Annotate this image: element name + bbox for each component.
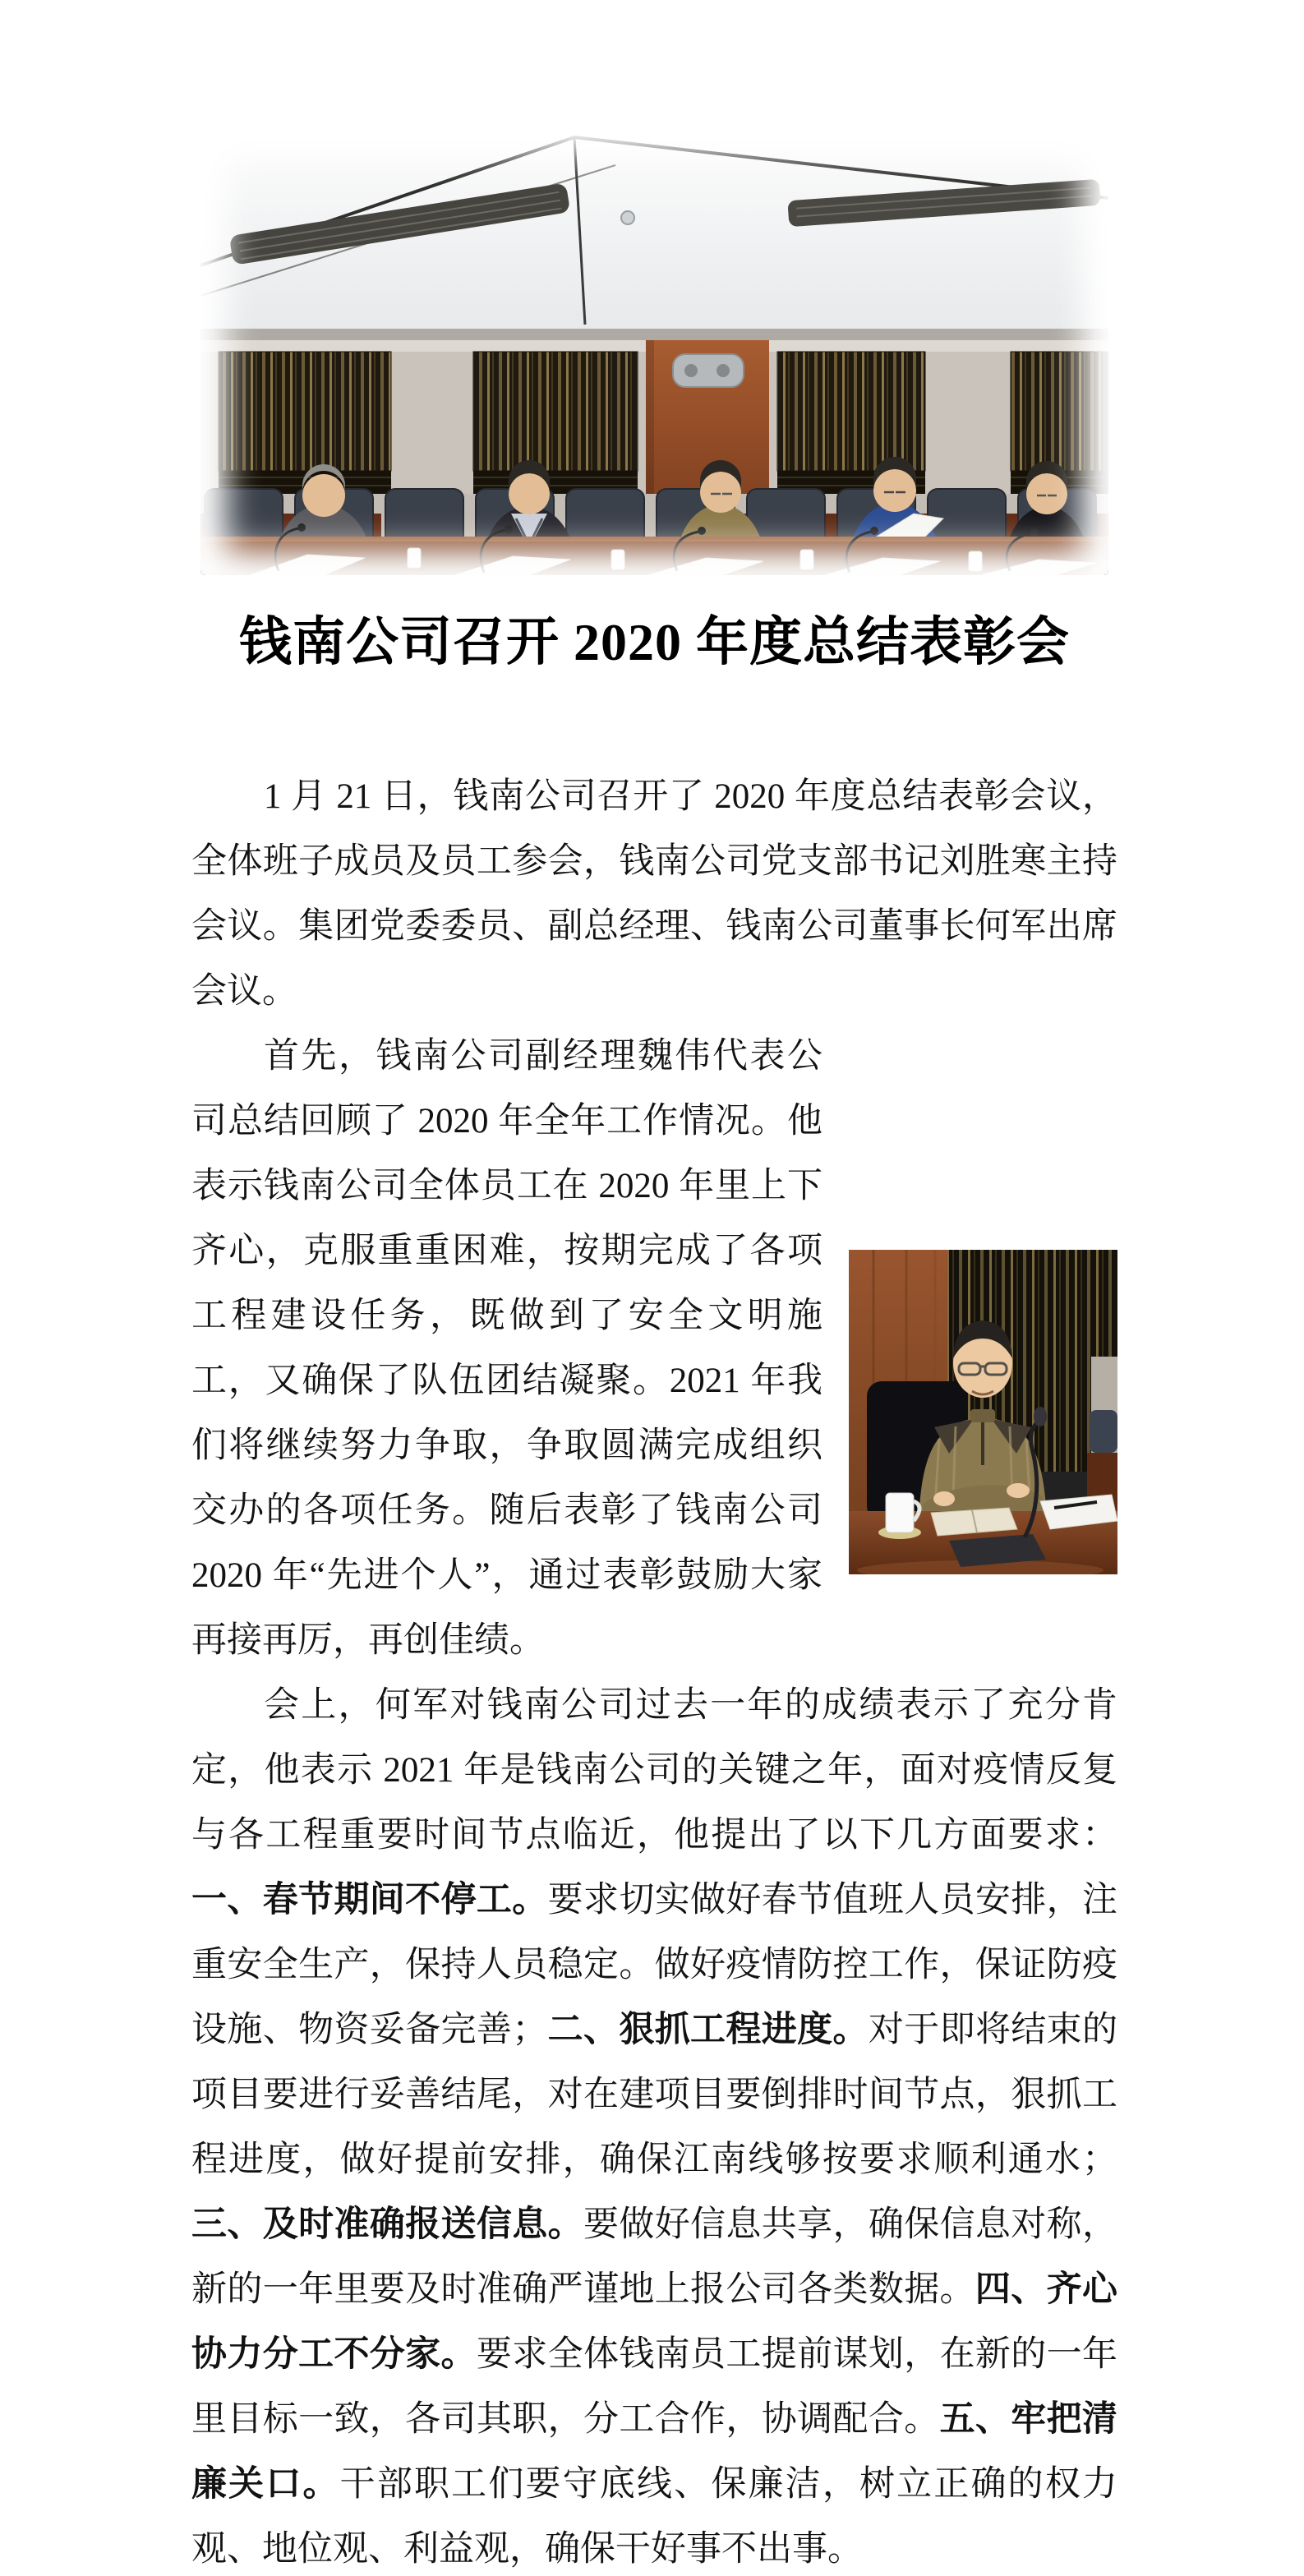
article: [191, 0, 1117, 2576]
paragraph-2: [191, 1024, 1117, 1673]
paragraph-3: [191, 1673, 1117, 2576]
emphasis-run: 二、狠抓工程进度。: [547, 2011, 869, 2049]
paragraph-1: [191, 764, 1117, 1024]
emphasis-run: 一、春节期间不停工。: [191, 1881, 548, 1919]
text-run: 对于即将结束的项目要进行妥善结尾，对在建项目要倒排时间节点，狠抓工程进度，做好提前安排，确保江南线够按要求顺利通水；: [191, 2011, 1118, 2179]
text-run: 首先，钱南公司副经理魏伟代表公司总结回顾了 2020 年全年工作情况。他表示钱南公司全体员工在 2020 年里上下齐心，克服重重困难，按期完成了各项工程建设任务，既做到了安全文明施工，又确保了队伍团结凝聚。2021 年我们将继续努力争取，争取圆满完成组织交办的各项任务。随后表彰了钱南公司 2020 年“先进个人”，通过表彰鼓励大家再接再厉，再创佳绩。: [191, 1037, 822, 1660]
text-run: 干部职工们要守底线、保廉洁，树立正确的权力观、地位观、利益观，确保干好事不出事。: [191, 2465, 1118, 2569]
text-run: 要求全体钱南员工提前谋划，在新的一年里目标一致，各司其职，分工合作，协调配合。: [191, 2335, 1118, 2439]
speaker-photo-graphic: [849, 1250, 1117, 1574]
text-run: 1 月 21 日，钱南公司召开了 2020 年度总结表彰会议，全体班子成员及员工参会，钱南公司党支部书记刘胜寒主持会议。集团党委委员、副总经理、钱南公司董事长何军出席会议。: [191, 777, 1117, 1011]
emphasis-run: 三、及时准确报送信息。: [191, 2205, 583, 2244]
text-run: 要求切实做好春节值班人员安排，注重安全生产，保持人员稳定。做好疫情防控工作，保证防疫设施、物资妥备完善；: [191, 1881, 1118, 2049]
meeting-room-photo: [200, 127, 1108, 575]
text-run: 要做好信息共享，确保信息对称，新的一年里要及时准确严谨地上报公司各类数据。: [191, 2205, 1118, 2309]
meeting-room-photo-graphic: [200, 127, 1108, 575]
paragraph-2-text: [191, 1037, 822, 1660]
article-title: 钱南公司召开 2020 年度总结表彰会: [239, 613, 1070, 671]
emphasis-run: 五、牢把清廉关口。: [191, 2400, 1118, 2504]
emphasis-run: 四、齐心协力分工不分家。: [191, 2270, 1118, 2374]
paragraph-1-text: [191, 777, 1117, 1011]
paragraph-3-text: [191, 1686, 1117, 2569]
article-body: [191, 764, 1117, 2576]
text-run: 会上，何军对钱南公司过去一年的成绩表示了充分肯定，他表示 2021 年是钱南公司的关键之年，面对疫情反复与各工程重要时间节点临近，他提出了以下几方面要求：: [191, 1686, 1117, 1855]
speaker-photo: [849, 1250, 1117, 1574]
